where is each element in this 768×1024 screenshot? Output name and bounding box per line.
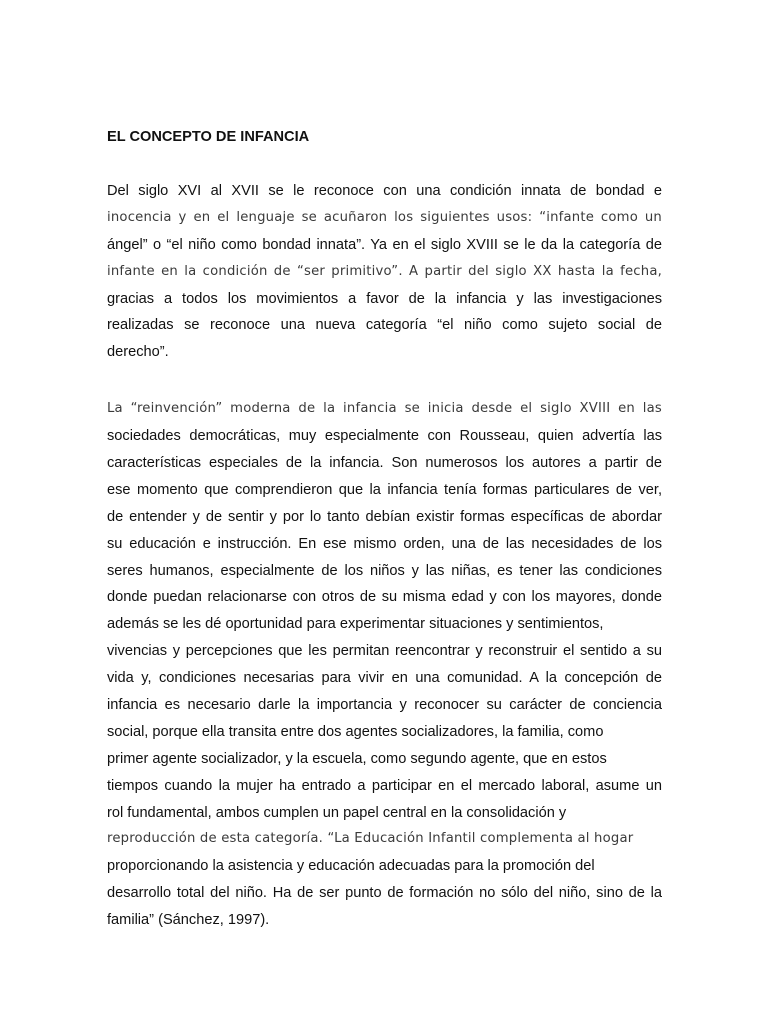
paragraph-2-line: seres humanos, especialmente de los niños y las niñas, es tener las condiciones	[107, 562, 662, 579]
paragraph-2-line: vida y, condiciones necesarias para vivir en una comunidad. A la concepción de	[107, 670, 662, 687]
paragraph-2-line: social, porque ella transita entre dos agentes socializadores, la familia, como	[107, 723, 604, 740]
paragraph-2-line: de entender y de sentir y por lo tanto debían existir formas específicas de abordar	[107, 508, 662, 525]
paragraph-2-line: familia” (Sánchez, 1997).	[107, 912, 270, 929]
paragraph-1-line: inocencia y en el lenguaje se acuñaron los siguientes usos: “infante como un	[107, 209, 662, 225]
paragraph-1-line: ángel” o “el niño como bondad innata”. Ya en el siglo XVIII se le da la categoría de	[107, 236, 662, 253]
paragraph-2-line: vivencias y percepciones que les permitan reencontrar y reconstruir el sentido a su	[107, 643, 662, 660]
paragraph-2-line: ese momento que comprendieron que la infancia tenía formas particulares de ver,	[107, 481, 662, 498]
paragraph-2-line: su educación e instrucción. En ese mismo orden, una de las necesidades de los	[107, 535, 662, 552]
paragraph-1-line: derecho”.	[107, 344, 169, 361]
paragraph-2-line: sociedades democráticas, muy especialmente con Rousseau, quien advertía las	[107, 428, 662, 445]
document-page	[107, 126, 662, 964]
paragraph-2-line: rol fundamental, ambos cumplen un papel central en la consolidación y	[107, 804, 567, 821]
paragraph-2-line: además se les dé oportunidad para experimentar situaciones y sentimientos,	[107, 616, 604, 633]
paragraph-2-line: proporcionando la asistencia y educación adecuadas para la promoción del	[107, 858, 595, 875]
paragraph-1-line: Del siglo XVI al XVII se le reconoce con una condición innata de bondad e	[107, 183, 662, 199]
paragraph-2-line: reproducción de esta categoría. “La Educación Infantil complementa al hogar	[107, 831, 634, 847]
paragraph-2-line: donde puedan relacionarse con otros de su misma edad y con los mayores, donde	[107, 589, 662, 606]
paragraph-1-line: realizadas se reconoce una nueva categoría “el niño como sujeto social de	[107, 317, 662, 334]
paragraph-2-line: infancia es necesario darle la importancia y reconocer su carácter de conciencia	[107, 697, 662, 714]
paragraph-1-line: infante en la condición de “ser primitivo”. A partir del siglo XX hasta la fecha,	[107, 263, 662, 279]
paragraph-2-line: tiempos cuando la mujer ha entrado a participar en el mercado laboral, asume un	[107, 777, 662, 794]
paragraph-2-line: La “reinvención” moderna de la infancia se inicia desde el siglo XVIII en las	[107, 401, 662, 417]
paragraph-1-line: gracias a todos los movimientos a favor de la infancia y las investigaciones	[107, 290, 662, 307]
paragraph-2-line: desarrollo total del niño. Ha de ser punto de formación no sólo del niño, sino de la	[107, 885, 662, 902]
paragraph-1	[107, 178, 662, 366]
paragraph-2-line: primer agente socializador, y la escuela, como segundo agente, que en estos	[107, 750, 607, 767]
document-title: EL CONCEPTO DE INFANCIA	[107, 129, 310, 145]
paragraph-2-line: características especiales de la infancia. Son numerosos los autores a partir de	[107, 455, 662, 472]
paragraph-2	[107, 396, 662, 934]
